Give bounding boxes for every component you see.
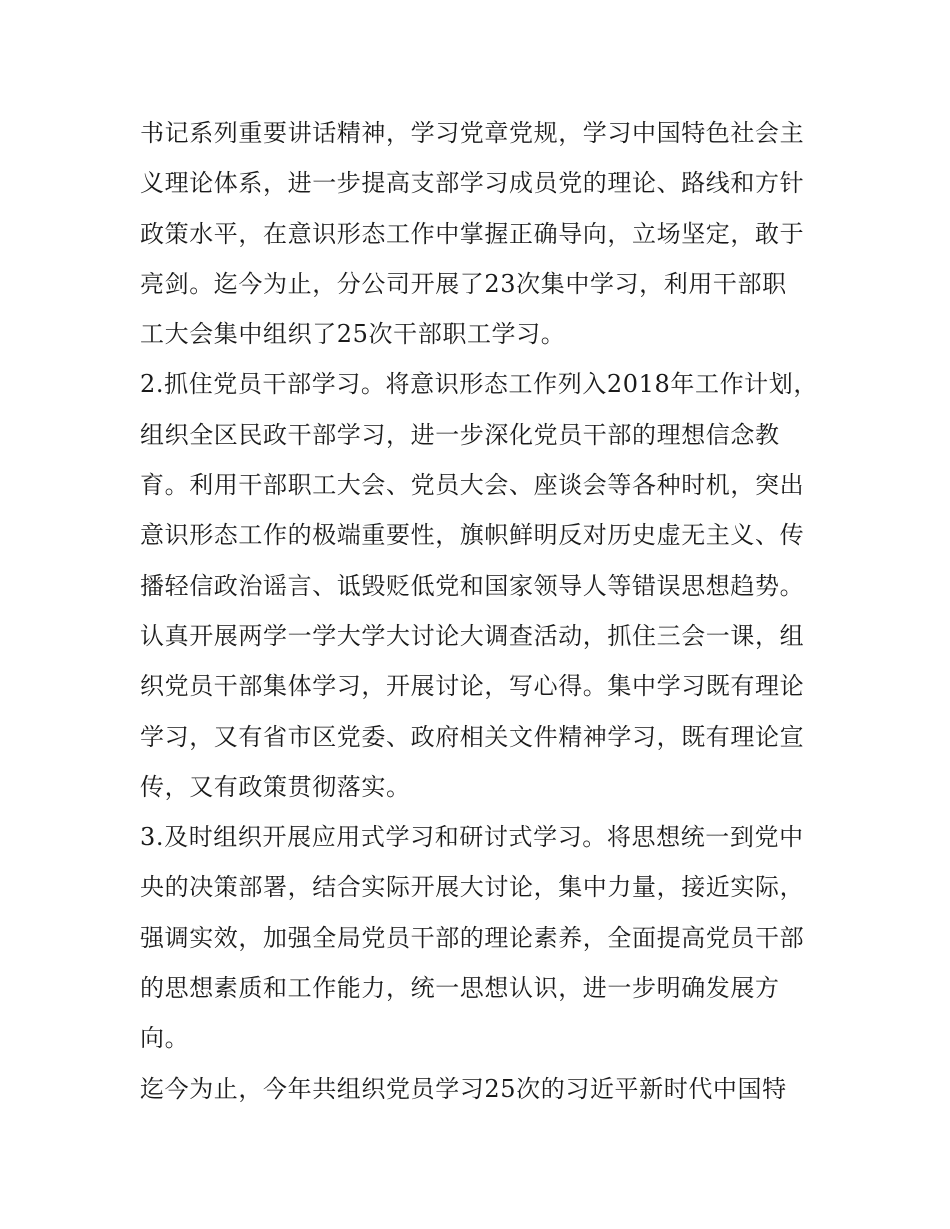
document-body — [140, 108, 820, 1114]
text-line: 书记系列重要讲话精神，学习党章党规，学习中国特色社会主 — [140, 119, 805, 147]
text-line: 学习，又有省市区党委、政府相关文件精神学习，既有理论宣 — [140, 722, 805, 751]
text-line: 义理论体系，进一步提高支部学习成员党的理论、路线和方针 — [140, 169, 805, 198]
text-line: 认真开展两学一学大学大讨论大调查活动，抓住三会一课，组 — [140, 621, 805, 650]
text-line: 育。利用干部职工大会、党员大会、座谈会等各种时机，突出 — [140, 471, 805, 500]
text-line: 传，又有政策贯彻落实。 — [140, 772, 411, 801]
text-line: 政策水平，在意识形态工作中掌握正确导向，立场坚定，敢于 — [140, 219, 805, 248]
text-line: 向。 — [140, 1024, 190, 1053]
text-line: 的思想素质和工作能力，统一思想认识，进一步明确发展方 — [140, 974, 780, 1003]
text-line: 意识形态工作的极端重要性，旗帜鲜明反对历史虚无主义、传 — [140, 521, 805, 550]
text-line: 迄今为止，今年共组织党员学习25次的习近平新时代中国特 — [140, 1074, 787, 1103]
text-line: 强调实效，加强全局党员干部的理论素养，全面提高党员干部 — [140, 923, 805, 952]
text-line: 播轻信政治谣言、诋毁贬低党和国家领导人等错误思想趋势。 — [140, 571, 805, 600]
text-line: 2.抓住党员干部学习。将意识形态工作列入2018年工作计划， — [140, 370, 818, 399]
text-line: 央的决策部署，结合实际开展大讨论，集中力量，接近实际， — [140, 873, 805, 902]
text-line: 织党员干部集体学习，开展讨论，写心得。集中学习既有理论 — [140, 672, 805, 701]
text-line: 工大会集中组织了25次干部职工学习。 — [140, 320, 566, 349]
text-line: 3.及时组织开展应用式学习和研讨式学习。将思想统一到党中 — [140, 823, 804, 852]
text-line: 亮剑。迄今为止，分公司开展了23次集中学习，利用干部职 — [140, 269, 787, 298]
text-line: 组织全区民政干部学习，进一步深化党员干部的理想信念教 — [140, 420, 780, 449]
